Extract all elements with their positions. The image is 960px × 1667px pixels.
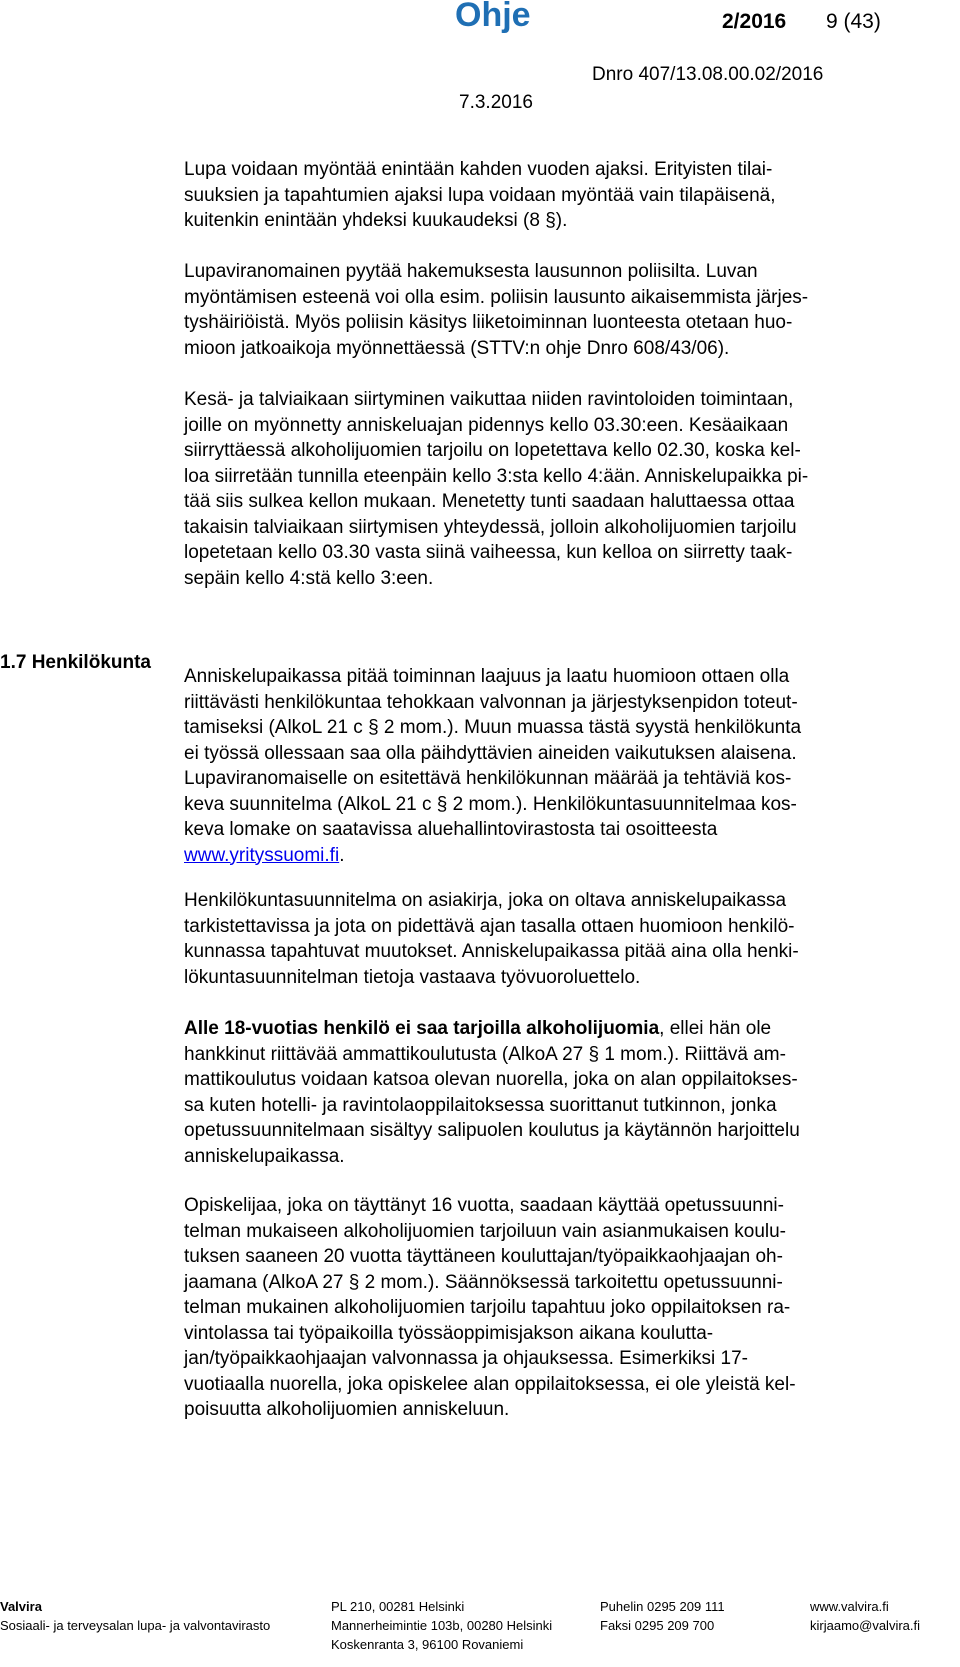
text-line: telman mukaiseen alkoholijuomien tarjoiluun vain asianmukaisen koulu-: [184, 1220, 786, 1242]
footer-org: [0, 1597, 270, 1635]
document-number: 2/2016: [722, 10, 787, 33]
footer-address: Koskenranta 3, 96100 Rovaniemi: [331, 1637, 524, 1652]
text-line: suuksien ja tapahtumien ajaksi lupa voidaan myöntää vain tilapäisenä,: [184, 184, 776, 206]
footer-address: PL 210, 00281 Helsinki: [331, 1599, 465, 1614]
text-line: Kesä- ja talviaikaan siirtyminen vaikuttaa niiden ravintoloiden toimintaan,: [184, 389, 794, 410]
text-line: sa kuten hotelli- ja ravintolaoppilaitoksessa suorittanut tutkinnon, jonka: [184, 1094, 777, 1116]
text-line: [184, 843, 944, 869]
text-line: takaisin talviaikaan siirtymisen yhteydessä, jolloin alkoholijuomien tarjoilu: [184, 516, 797, 538]
text-line: tarkistettavissa ja jota on pidettävä ajan tasalla ottaen huomioon henkilö-: [184, 915, 795, 937]
text-line: sepäin kello 4:stä kello 3:een.: [184, 567, 434, 589]
text-line: mioon jatkoaikoja myönnettäessä (STTV:n ohje Dnro 608/43/06).: [184, 337, 730, 359]
text-line: telman mukainen alkoholijuomien tarjoilu tapahtuu joko oppilaitoksen ra-: [184, 1297, 791, 1318]
text-line: Anniskelupaikassa pitää toiminnan laajuus ja laatu huomioon ottaen olla: [184, 666, 790, 687]
text-line: opetussuunnitelmaan sisältyy salipuolen koulutus ja käytännön harjoittelu: [184, 1120, 800, 1141]
text-line: poisuutta alkoholijuomien anniskeluun.: [184, 1399, 510, 1420]
text-line: keva lomake on saatavissa aluehallintovirastosta tai osoitteesta: [184, 819, 718, 840]
footer-org-name: Valvira: [0, 1599, 42, 1614]
paragraph-under-18: [184, 1016, 944, 1169]
paragraph-daylight-saving: [184, 387, 944, 591]
text-line: riittävästi henkilökuntaa tehokkaan valvonnan ja järjestyksenpidon toteut-: [184, 691, 798, 713]
link-suffix: .: [339, 844, 345, 866]
document-title: Ohje: [455, 0, 531, 34]
text-line: vuotiaalla nuorella, joka opiskelee alan oppilaitoksessa, ei ole yleistä kel-: [184, 1373, 796, 1395]
footer-contacts: [810, 1597, 920, 1635]
footer-org-full: Sosiaali- ja terveysalan lupa- ja valvontavirasto: [0, 1618, 271, 1633]
footer-phones: [600, 1597, 725, 1635]
lead-rest: , ellei hän ole: [659, 1018, 772, 1039]
footer-addresses: [331, 1597, 552, 1654]
page-number: 9 (43): [826, 10, 881, 33]
text-line: hankkinut riittävää ammattikoulutusta (AlkoA 27 § 1 mom.). Riittävä am-: [184, 1043, 786, 1065]
text-line: Opiskelijaa, joka on täyttänyt 16 vuotta, saadaan käyttää opetussuunni-: [184, 1195, 784, 1216]
text-line: lopetetaan kello 03.30 vasta siinä vaiheessa, kun kelloa on siirretty taak-: [184, 542, 793, 563]
text-line: jan/työpaikkaohjaajan valvonnassa ja ohjauksessa. Esimerkiksi 17-: [184, 1348, 748, 1369]
text-line: tuksen saaneen 20 vuotta täyttäneen kouluttajan/työpaikkaohjaajan oh-: [184, 1246, 783, 1267]
bold-lead: Alle 18-vuotias henkilö ei saa tarjoilla alkoholijuomia: [184, 1018, 660, 1039]
text-line: kunnassa tapahtuvat muutokset. Anniskelupaikassa pitää aina olla henki-: [184, 941, 799, 962]
text-line: mattikoulutus voidaan katsoa olevan nuorella, joka on alan oppilaitokses-: [184, 1069, 798, 1090]
yrityssuomi-link[interactable]: www.yrityssuomi.fi: [184, 844, 340, 866]
text-line: Lupa voidaan myöntää enintään kahden vuoden ajaksi. Erityisten tilai-: [184, 159, 773, 180]
text-line: ei työssä ollessaan saa olla päihdyttävien aineiden vaikutuksen alaisena.: [184, 742, 797, 764]
text-line: vintolassa tai työpaikoilla työssäoppimisjakson aikana koulutta-: [184, 1322, 714, 1344]
text-line: joille on myönnetty anniskeluajan pidennys kello 03.30:een. Kesäaikaan: [184, 414, 789, 436]
text-line: loa siirretään tunnilla eteenpäin kello 3:sta kello 4:ään. Anniskelupaikka pi-: [184, 465, 809, 487]
section-heading: 1.7 Henkilökunta: [0, 652, 151, 673]
paragraph-police-statement: [184, 259, 944, 361]
footer-email-link[interactable]: kirjaamo@valvira.fi: [810, 1618, 920, 1633]
footer-phone: Puhelin 0295 209 111: [600, 1599, 725, 1614]
paragraph-permit-duration: [184, 157, 944, 234]
paragraph-students: [184, 1193, 944, 1423]
text-line: Lupaviranomaiselle on esitettävä henkilökunnan määrää ja tehtäviä kos-: [184, 768, 792, 789]
footer-web-link[interactable]: www.valvira.fi: [810, 1599, 889, 1614]
text-line: keva suunnitelma (AlkoL 21 c § 2 mom.). Henkilökuntasuunnitelmaa kos-: [184, 793, 797, 815]
registry-number: Dnro 407/13.08.00.02/2016: [592, 64, 824, 85]
text-line: Lupaviranomainen pyytää hakemuksesta lausunnon poliisilta. Luvan: [184, 261, 758, 282]
text-line: Henkilökuntasuunnitelma on asiakirja, joka on oltava anniskelupaikassa: [184, 890, 787, 911]
text-line: tyshäiriöistä. Myös poliisin käsitys liiketoiminnan luonteesta otetaan huo-: [184, 312, 793, 333]
text-line: jaamana (AlkoA 27 § 2 mom.). Säännöksessä tarkoitettu opetussuunni-: [184, 1271, 783, 1293]
footer-fax: Faksi 0295 209 700: [600, 1618, 715, 1633]
text-line: lökuntasuunnitelman tietoja vastaava työvuoroluettelo.: [184, 966, 641, 988]
document-date: 7.3.2016: [459, 92, 533, 113]
text-line: anniskelupaikassa.: [184, 1145, 345, 1167]
text-line: myöntämisen esteenä voi olla esim. poliisin lausunto aikaisemmista järjes-: [184, 286, 809, 308]
paragraph-staffing: [184, 664, 944, 868]
text-line: tamiseksi (AlkoL 21 c § 2 mom.). Muun muassa tästä syystä henkilökunta: [184, 717, 802, 738]
paragraph-staffing-plan: [184, 888, 944, 990]
text-line: tää siis sulkea kellon mukaan. Menetetty tunti saadaan haluttaessa ottaa: [184, 491, 795, 512]
text-line: siirryttäessä alkoholijuomien tarjoilu on lopetettava kello 02.30, koska kel-: [184, 440, 801, 461]
footer-address: Mannerheimintie 103b, 00280 Helsinki: [331, 1618, 553, 1633]
text-line: kuitenkin enintään yhdeksi kuukaudeksi (8 §).: [184, 210, 568, 231]
text-line: [184, 1016, 944, 1042]
